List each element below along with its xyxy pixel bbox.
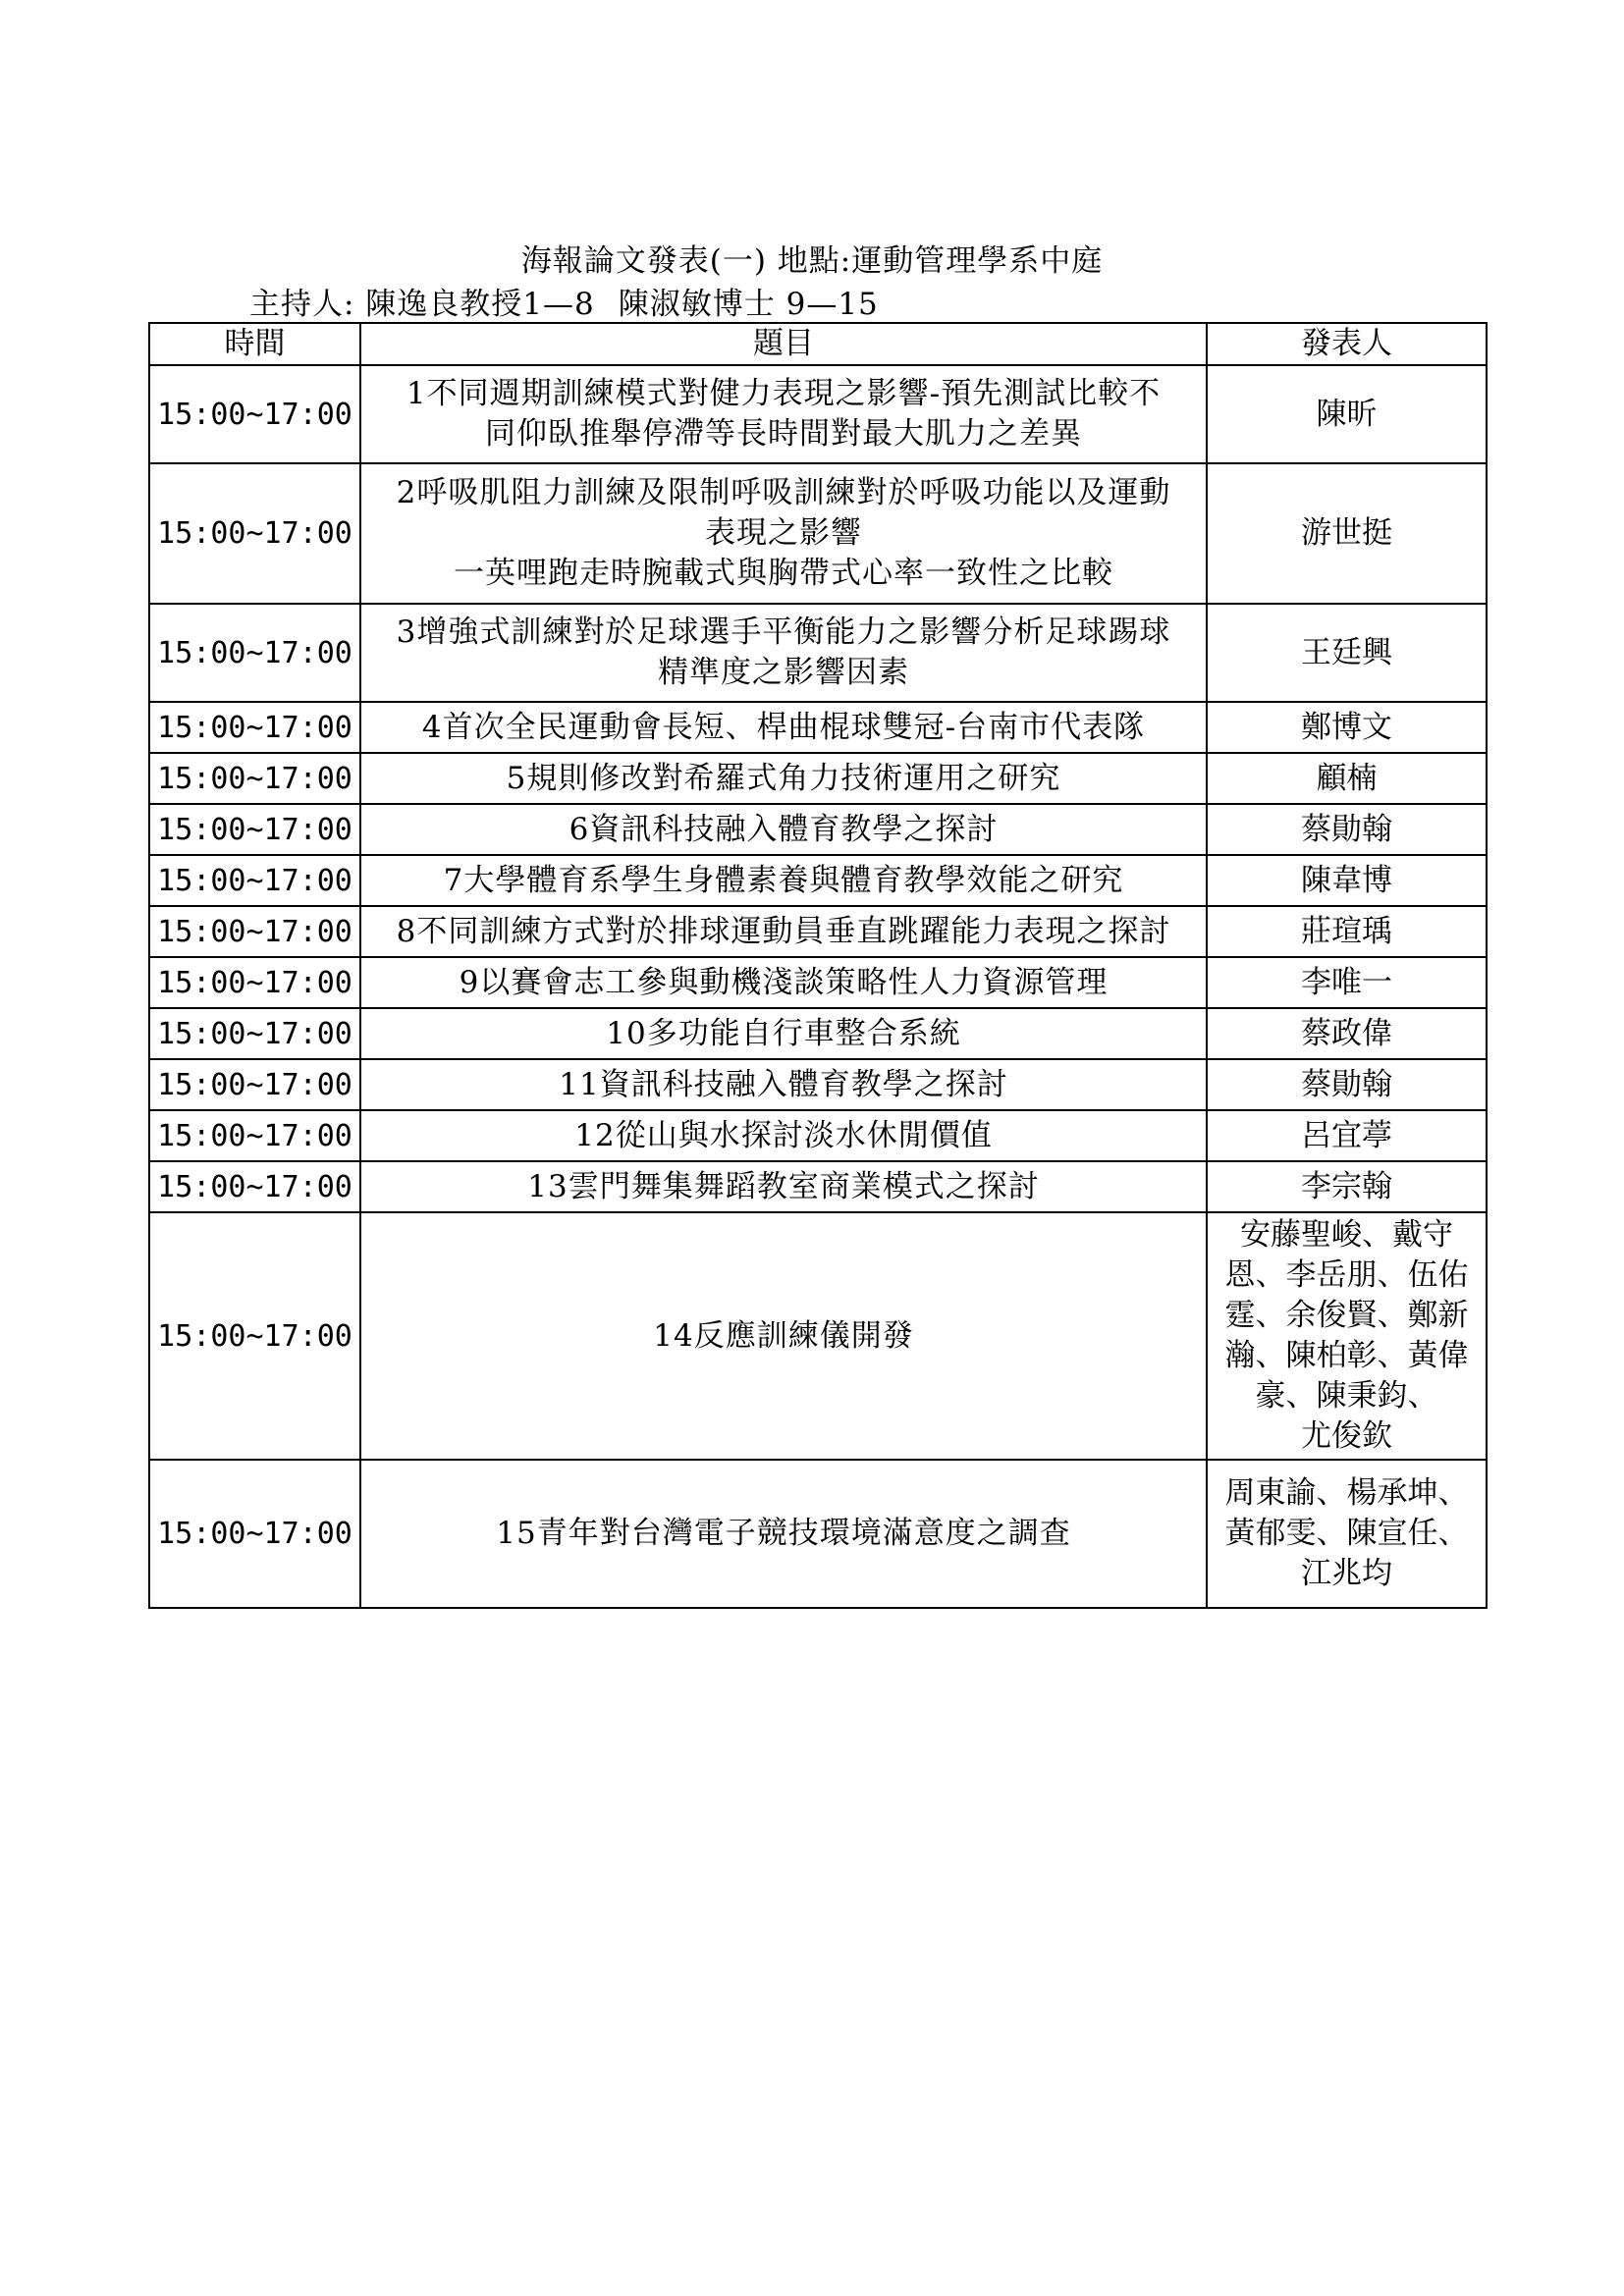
host-second: 陳淑敏博士 9—15 [618,287,879,322]
presenter-line: 周東諭、楊承坤、 [1224,1475,1469,1511]
cell-title [360,463,1207,604]
cell-time: 15:00~17:00 [149,1460,360,1608]
cell-title [360,1460,1207,1608]
cell-title [360,753,1207,804]
cell-title [360,957,1207,1008]
cell-time: 15:00~17:00 [149,702,360,753]
cell-title [360,855,1207,906]
table-row [149,906,1487,957]
schedule-table [148,322,1488,1609]
title-line: 9以賽會志工參與動機淺談策略性人力資源管理 [459,964,1109,1000]
cell-title [360,365,1207,463]
presenter-line: 蔡勛翰 [1301,1066,1392,1102]
cell-presenter [1207,855,1487,906]
presenter-line: 黃郁雯、陳宣任、 [1224,1516,1469,1551]
cell-presenter [1207,1460,1487,1608]
title-line: 7大學體育系學生身體素養與體育教學效能之研究 [443,862,1124,898]
presenter-line: 陳昕 [1316,396,1378,432]
cell-title [360,1161,1207,1212]
table-row [149,1008,1487,1059]
presenter-line: 尤俊欽 [1301,1418,1392,1454]
table-row [149,855,1487,906]
cell-presenter [1207,604,1487,702]
host-line [249,285,879,324]
presenter-line: 陳韋博 [1301,862,1392,898]
cell-presenter [1207,1059,1487,1110]
cell-title [360,1212,1207,1460]
cell-presenter [1207,702,1487,753]
cell-presenter [1207,1212,1487,1460]
cell-title [360,906,1207,957]
table-row [149,1460,1487,1608]
cell-time: 15:00~17:00 [149,804,360,855]
title-line: 13雲門舞集舞蹈教室商業模式之探討 [527,1168,1040,1204]
title-line: 8不同訓練方式對於排球運動員垂直跳躍能力表現之探討 [396,913,1171,949]
title-line: 10多功能自行車整合系統 [606,1015,961,1051]
title-line: 同仰臥推舉停滯等長時間對最大肌力之差異 [485,416,1082,452]
cell-presenter [1207,1161,1487,1212]
schedule-body [149,365,1487,1608]
title-line: 2呼吸肌阻力訓練及限制呼吸訓練對於呼吸功能以及運動 [396,475,1171,510]
title-line: 11資訊科技融入體育教學之探討 [559,1066,1008,1102]
presenter-line: 游世挺 [1301,515,1392,551]
cell-title [360,1008,1207,1059]
presenter-line: 莊瑄瑀 [1301,913,1392,949]
table-row [149,753,1487,804]
title-line: 6資訊科技融入體育教學之探討 [568,811,999,847]
cell-presenter [1207,957,1487,1008]
cell-time: 15:00~17:00 [149,463,360,604]
presenter-line: 江兆均 [1301,1556,1392,1591]
cell-presenter [1207,804,1487,855]
table-row [149,1212,1487,1460]
title-line: 3增強式訓練對於足球選手平衡能力之影響分析足球踢球 [396,614,1171,650]
cell-time: 15:00~17:00 [149,365,360,463]
presenter-line: 恩、李岳朋、伍佑 [1224,1257,1469,1293]
presenter-line: 瀚、陳柏彰、黃偉 [1224,1338,1469,1373]
title-line: 14反應訓練儀開發 [653,1317,914,1354]
column-header-time: 時間 [149,323,360,365]
page-title: 海報論文發表(一) 地點:運動管理學系中庭 [520,243,1104,279]
table-row [149,957,1487,1008]
cell-title [360,702,1207,753]
cell-time: 15:00~17:00 [149,855,360,906]
column-header-presenter: 發表人 [1207,323,1487,365]
column-header-title: 題目 [360,323,1207,365]
cell-time: 15:00~17:00 [149,1110,360,1161]
cell-title [360,1059,1207,1110]
presenter-line: 王廷興 [1301,634,1392,670]
cell-time: 15:00~17:00 [149,753,360,804]
cell-time: 15:00~17:00 [149,1008,360,1059]
table-row [149,1110,1487,1161]
cell-time: 15:00~17:00 [149,1161,360,1212]
table-row [149,604,1487,702]
cell-title [360,804,1207,855]
presenter-line: 李宗翰 [1301,1168,1392,1204]
presenter-line: 豪、陳秉鈞、 [1255,1378,1438,1414]
cell-presenter [1207,906,1487,957]
cell-time: 15:00~17:00 [149,604,360,702]
table-header-row [149,323,1487,365]
cell-title [360,604,1207,702]
title-line: 12從山與水探討淡水休閒價值 [574,1117,993,1153]
presenter-line: 顧楠 [1316,760,1378,796]
cell-time: 15:00~17:00 [149,1212,360,1460]
title-line: 一英哩跑走時腕載式與胸帶式心率一致性之比較 [454,556,1113,591]
presenter-line: 蔡政偉 [1301,1015,1392,1051]
presenter-line: 霆、余俊賢、鄭新 [1224,1298,1469,1333]
presenter-line: 呂宜葶 [1301,1117,1392,1153]
table-row [149,1059,1487,1110]
presenter-line: 鄭博文 [1301,709,1392,745]
title-line: 15青年對台灣電子競技環境滿意度之調查 [496,1516,1071,1551]
title-line: 4首次全民運動會長短、桿曲棍球雙冠-台南市代表隊 [421,709,1146,745]
cell-presenter [1207,1110,1487,1161]
cell-time: 15:00~17:00 [149,906,360,957]
cell-time: 15:00~17:00 [149,1059,360,1110]
table-row [149,365,1487,463]
table-row [149,804,1487,855]
presenter-line: 安藤聖峻、戴守 [1240,1217,1453,1253]
title-line: 精準度之影響因素 [658,655,909,690]
cell-title [360,1110,1207,1161]
cell-presenter [1207,753,1487,804]
presenter-line: 蔡勛翰 [1301,811,1392,847]
cell-presenter [1207,365,1487,463]
title-line: 5規則修改對希羅式角力技術運用之研究 [506,760,1061,796]
cell-presenter [1207,1008,1487,1059]
presenter-line: 李唯一 [1301,964,1392,1000]
cell-presenter [1207,463,1487,604]
title-line: 1不同週期訓練模式對健力表現之影響-預先測試比較不 [406,376,1162,411]
table-row [149,1161,1487,1212]
title-line: 表現之影響 [705,515,862,551]
table-row [149,463,1487,604]
table-row [149,702,1487,753]
host-first: 主持人: 陳逸良教授1—8 [249,287,595,322]
cell-time: 15:00~17:00 [149,957,360,1008]
